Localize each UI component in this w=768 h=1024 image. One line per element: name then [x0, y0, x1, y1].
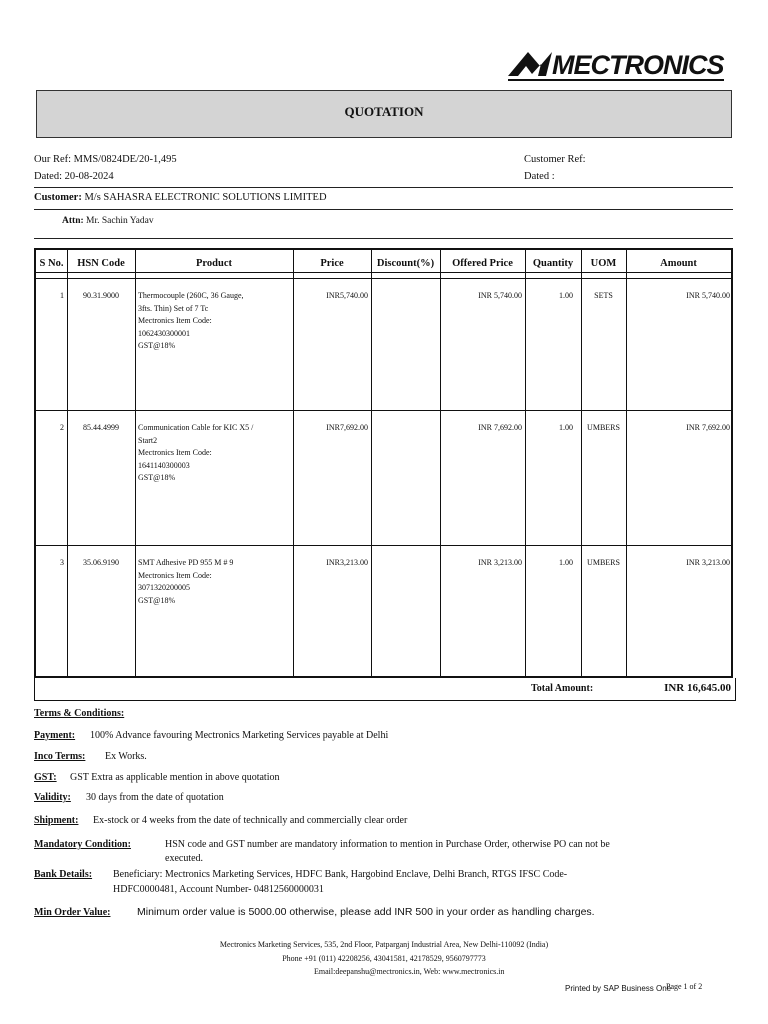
- cell-product: [138, 422, 293, 485]
- min-order-label: Min Order Value:: [34, 907, 111, 918]
- cell-sno: 2: [60, 423, 64, 432]
- col-divider: [440, 250, 441, 676]
- cell-sno: 3: [60, 558, 64, 567]
- col-header-product: Product: [196, 258, 232, 269]
- product-line: 1641140300003: [138, 460, 190, 470]
- product-line: 1062430300001: [138, 328, 190, 338]
- logo-text: MECTRONICS: [552, 50, 724, 80]
- product-line: 3071320200005: [138, 583, 190, 592]
- row-divider: [36, 410, 731, 411]
- min-order-value: Minimum order value is 5000.00 otherwise, please add INR 500 in your order as handling charges.: [137, 906, 595, 918]
- gst-label: GST:: [34, 772, 57, 783]
- cell-uom: UMBERS: [587, 423, 620, 432]
- attn-line: [62, 216, 154, 226]
- bank-label: Bank Details:: [34, 869, 93, 880]
- cell-qty: 1.00: [559, 423, 573, 432]
- mandatory-line2: executed.: [165, 853, 204, 864]
- printed-by: Printed by SAP Business One: [565, 984, 672, 993]
- product-line: Mectronics Item Code:: [138, 316, 212, 325]
- total-row: [34, 678, 736, 701]
- cell-offered: INR 7,692.00: [478, 423, 522, 432]
- col-divider: [293, 250, 294, 676]
- payment-label: Payment:: [34, 730, 76, 741]
- customer-dated: Dated :: [524, 171, 555, 182]
- product-line: Thermocouple (260C, 36 Gauge,: [138, 291, 244, 300]
- col-header-price: Price: [320, 258, 344, 269]
- product-line: Communication Cable for KIC X5 /: [138, 423, 254, 432]
- shipment-value: Ex-stock or 4 weeks from the date of technically and commercially clear order: [93, 815, 408, 826]
- product-line: GST@18%: [138, 595, 176, 605]
- inco-label: Inco Terms:: [34, 751, 86, 762]
- page-title: QUOTATION: [344, 104, 424, 119]
- col-header-qty: Quantity: [532, 258, 574, 269]
- cell-hsn: 85.44.4999: [83, 423, 119, 432]
- page-number: Page 1 of 2: [666, 982, 703, 991]
- total-label: Total Amount:: [531, 683, 594, 694]
- divider: [34, 238, 733, 239]
- cell-hsn: 90.31.9000: [83, 291, 119, 300]
- product-line: Mectronics Item Code:: [138, 448, 212, 457]
- divider: [34, 187, 733, 188]
- cell-hsn: 35.06.9190: [83, 558, 119, 567]
- row-divider: [36, 545, 731, 546]
- col-divider: [626, 250, 627, 676]
- bank-line2: HDFC0000481, Account Number- 04812560000031: [113, 884, 324, 895]
- attn-value: Mr. Sachin Yadav: [86, 216, 154, 226]
- col-header-offered: Offered Price: [452, 258, 513, 269]
- cell-offered: INR 5,740.00: [478, 291, 522, 300]
- product-line: GST@18%: [138, 473, 176, 482]
- col-divider: [371, 250, 372, 676]
- validity-value: 30 days from the date of quotation: [86, 792, 224, 803]
- our-ref: Our Ref: MMS/0824DE/20-1,495: [34, 154, 177, 165]
- product-line: GST@18%: [138, 341, 176, 350]
- col-divider: [67, 250, 68, 676]
- cell-amount: INR 5,740.00: [686, 291, 730, 300]
- payment-value: 100% Advance favouring Mectronics Marketing Services payable at Delhi: [90, 730, 389, 741]
- cell-uom: SETS: [594, 291, 613, 300]
- divider: [34, 209, 733, 210]
- mandatory-label: Mandatory Condition:: [34, 839, 131, 850]
- footer-phone: Phone +91 (011) 42208256, 43041581, 42178529, 9560797773: [282, 954, 486, 963]
- cell-amount: INR 3,213.00: [686, 558, 730, 567]
- col-header-hsn: HSN Code: [77, 258, 125, 269]
- col-header-amount: Amount: [660, 258, 697, 269]
- col-header-discount: Discount(%): [376, 258, 435, 269]
- customer-value: M/s SAHASRA ELECTRONIC SOLUTIONS LIMITED: [84, 192, 327, 203]
- col-divider: [581, 250, 582, 676]
- bank-line1: Beneficiary: Mectronics Marketing Services, HDFC Bank, Hargobind Enclave, Delhi Branch, RTGS IFSC Code-: [113, 869, 568, 880]
- cell-sno: 1: [60, 291, 64, 300]
- cell-offered: INR 3,213.00: [478, 558, 522, 567]
- customer-ref: Customer Ref:: [524, 154, 586, 165]
- product-line: 3fts. Thin) Set of 7 Tc: [138, 303, 209, 313]
- dated: Dated: 20-08-2024: [34, 171, 114, 182]
- header-divider: [36, 272, 731, 273]
- terms-heading: Terms & Conditions:: [34, 708, 125, 719]
- gst-value: GST Extra as applicable mention in above quotation: [70, 772, 280, 783]
- attn-label: Attn:: [62, 216, 84, 226]
- footer-email: Email:deepanshu@mectronics.in, Web: www.mectronics.in: [314, 967, 505, 976]
- col-header-uom: UOM: [590, 258, 617, 269]
- product-line: Start2: [138, 435, 158, 445]
- footer-address: Mectronics Marketing Services, 535, 2nd Floor, Patparganj Industrial Area, New Delhi-110092 (India): [219, 940, 549, 949]
- cell-amount: INR 7,692.00: [686, 423, 730, 432]
- cell-price: INR3,213.00: [326, 558, 368, 567]
- customer-line: [34, 192, 327, 203]
- validity-label: Validity:: [34, 792, 71, 803]
- col-divider: [525, 250, 526, 676]
- quotation-title-box: [36, 90, 732, 138]
- cell-qty: 1.00: [559, 558, 573, 567]
- inco-value: Ex Works.: [105, 751, 147, 762]
- mandatory-line1: HSN code and GST number are mandatory information to mention in Purchase Order, otherwise PO can not be: [165, 839, 610, 850]
- cell-uom: UMBERS: [587, 558, 620, 567]
- col-divider: [135, 250, 136, 676]
- cell-product: [138, 557, 293, 607]
- company-logo: [506, 44, 728, 84]
- product-line: Mectronics Item Code:: [138, 570, 212, 580]
- shipment-label: Shipment:: [34, 815, 79, 826]
- cell-price: INR5,740.00: [326, 291, 368, 300]
- header-divider: [36, 278, 731, 279]
- cell-qty: 1.00: [559, 291, 573, 300]
- total-value: INR 16,645.00: [664, 682, 731, 694]
- cell-price: INR7,692.00: [326, 423, 368, 432]
- customer-label: Customer:: [34, 192, 82, 203]
- col-header-sno: S No.: [39, 258, 64, 269]
- items-table: [34, 248, 733, 678]
- cell-product: [138, 290, 293, 353]
- product-line: SMT Adhesive PD 955 M # 9: [138, 558, 234, 567]
